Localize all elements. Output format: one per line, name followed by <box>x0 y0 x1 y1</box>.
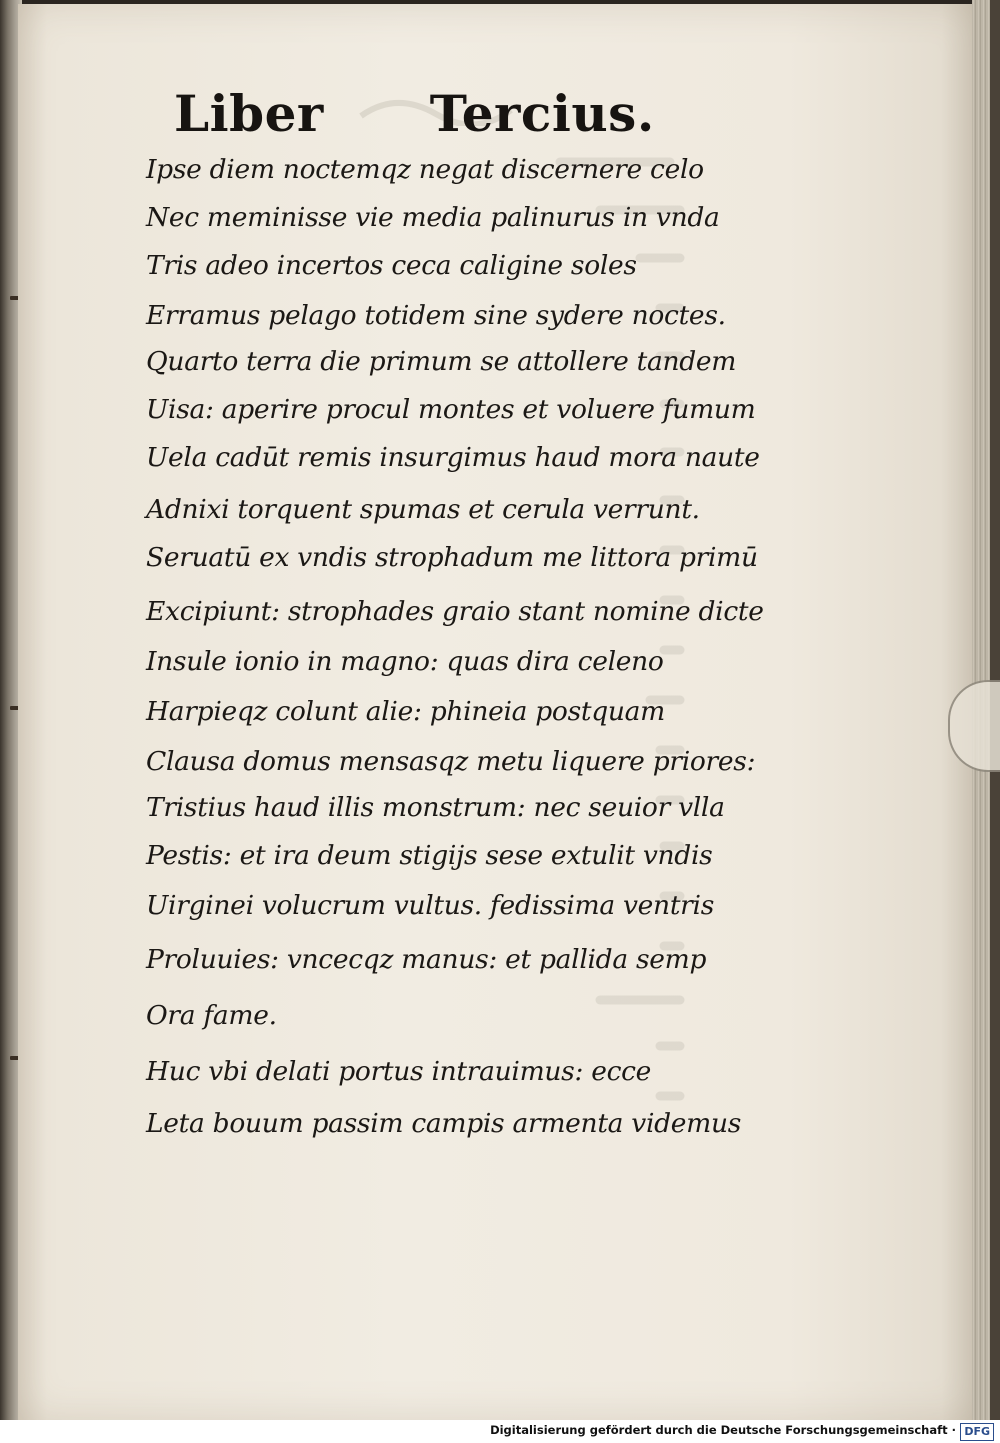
verse-line: Seruatū ex vndis strophadum me littora primū <box>146 542 758 573</box>
verse-line: Insule ionio in magno: quas dira celeno <box>146 646 664 677</box>
verse-line: Harpieqz colunt alie: phineia postquam <box>146 696 665 727</box>
verse-line: Adnixi torquent spumas et cerula verrunt. <box>146 494 700 525</box>
verse-line: Ipse diem noctemqz negat discernere celo <box>146 154 704 185</box>
funding-credit: Digitalisierung gefördert durch die Deutsche Forschungsgemeinschaft · <box>490 1423 956 1437</box>
heading-word-liber: Liber <box>174 84 324 143</box>
verse-line: Excipiunt: strophades graio stant nomine dicte <box>146 596 764 627</box>
verse-line: Uisa: aperire procul montes et voluere fumum <box>146 394 756 425</box>
footer-bar <box>0 1420 1000 1443</box>
verse-line: Leta bouum passim campis armenta videmus <box>146 1108 742 1139</box>
heading-word-tercius: Tercius. <box>429 84 655 143</box>
verse-line: Uela cadūt remis insurgimus haud mora naute <box>146 442 760 473</box>
verse-line: Pestis: et ira deum stigijs sese extulit vndis <box>146 840 713 871</box>
verse-line: Quarto terra die primum se attollere tandem <box>146 346 737 377</box>
verse-line: Clausa domus mensasqz metu liquere priores: <box>146 746 756 777</box>
page-heading <box>174 84 655 143</box>
dfg-logo: DFG <box>960 1423 994 1441</box>
verse-line: Erramus pelago totidem sine sydere noctes. <box>146 300 726 331</box>
verse-line: Uirginei volucrum vultus. fedissima ventris <box>146 890 715 921</box>
verse-line: Ora fame. <box>146 1000 277 1031</box>
verse-line: Tristius haud illis monstrum: nec seuior vlla <box>146 792 725 823</box>
verse-line: Huc vbi delati portus intrauimus: ecce <box>146 1056 652 1087</box>
verse-line: Nec meminisse vie media palinurus in vnda <box>146 202 720 233</box>
verse-line: Tris adeo incertos ceca caligine soles <box>146 250 637 281</box>
verse-line: Proluuies: vncecqz manus: et pallida semp <box>146 944 707 975</box>
